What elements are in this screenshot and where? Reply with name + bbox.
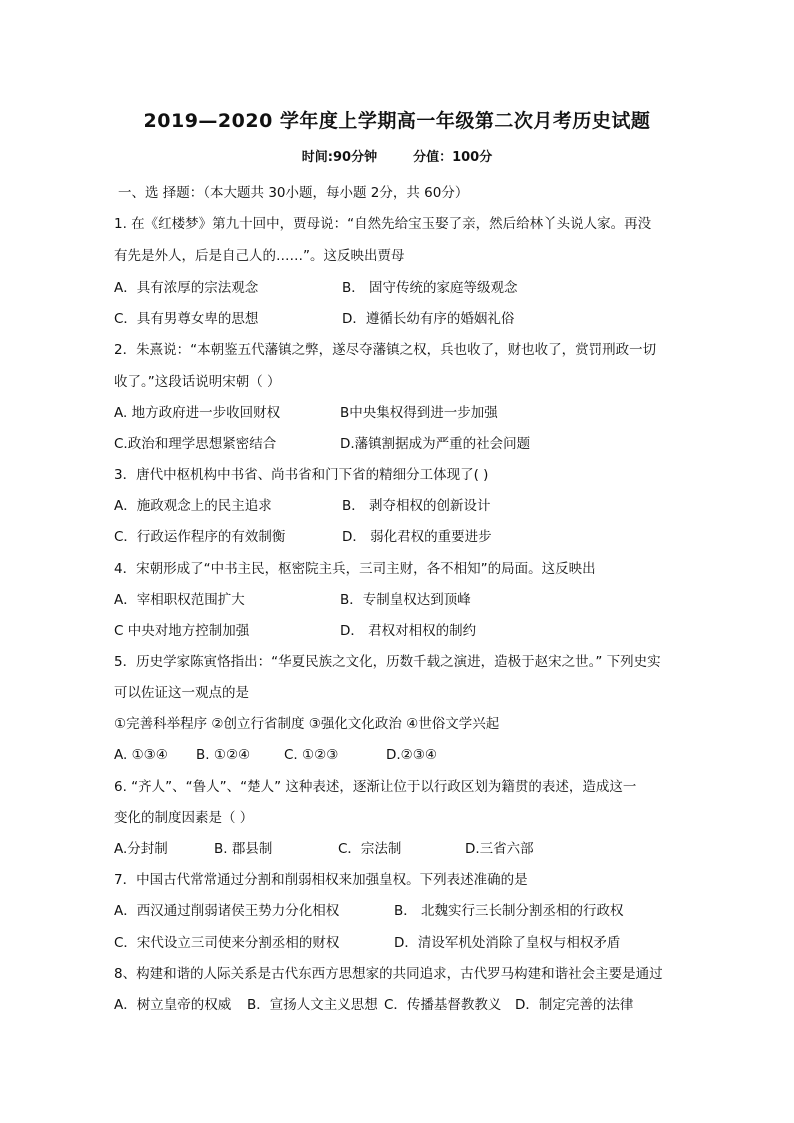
q1-option-d: D．遵循长幼有序的婚姻礼俗 [342,311,515,327]
q5-option-d: D.②③④ [386,747,437,763]
q2-option-a: A. 地方政府进一步收回财权 [114,405,281,421]
q5-stem-line2: 可以佐证这一观点的是 [114,685,249,701]
q7-option-c: C．宋代设立三司使来分割丞相的财权 [114,935,340,951]
q3-stem: 3．唐代中枢机构中书省、尚书省和门下省的精细分工体现了( ) [114,467,489,483]
q2-stem-line1: 2．朱熹说：“本朝鉴五代藩镇之弊，遂尽夺藩镇之权，兵也收了，财也收了，赏罚刑政一切 [114,342,657,358]
q3-option-d: D． 弱化君权的重要进步 [342,529,492,545]
q5-option-a: A. ①③④ [114,747,168,763]
q4-option-d: D． 君权对相权的制约 [340,623,477,639]
q8-stem: 8、构建和谐的人际关系是古代东西方思想家的共同追求，古代罗马构建和谐社会主要是通过 [114,966,663,982]
q1-option-a: A．具有浓厚的宗法观念 [114,280,259,296]
q5-items: ①完善科举程序 ②创立行省制度 ③强化文化政治 ④世俗文学兴起 [114,716,500,732]
section-heading: 一、选 择题：（本大题共 30小题，每小题 2分，共 60分） [118,185,469,201]
q5-option-c: C. ①②③ [284,747,339,763]
q4-option-c: C 中央对地方控制加强 [114,623,250,639]
q6-stem-line2: 变化的制度因素是（ ） [114,810,254,826]
q4-stem: 4．宋朝形成了“中书主民，枢密院主兵，三司主财，各不相知”的局面。这反映出 [114,561,596,577]
q2-option-c: C.政治和理学思想紧密结合 [114,436,277,452]
exam-subtitle [0,146,794,165]
exam-score: 分值：100分 [413,150,493,165]
q1-option-c: C．具有男尊女卑的思想 [114,311,259,327]
q6-option-b: B. 郡县制 [214,841,273,857]
q7-stem: 7．中国古代常常通过分割和削弱相权来加强皇权。下列表述准确的是 [114,872,528,888]
q1-stem-line1: 1. 在《红楼梦》第九十回中，贾母说：“自然先给宝玉娶了亲，然后给林丫头说人家。再没 [114,216,652,232]
q3-option-b: B． 剥夺相权的创新设计 [342,498,491,514]
q8-option-d: D．制定完善的法律 [515,997,634,1013]
q6-option-c: C．宗法制 [338,841,402,857]
q4-option-b: B．专制皇权达到顶峰 [340,592,471,608]
q3-option-c: C．行政运作程序的有效制衡 [114,529,286,545]
q6-option-a: A.分封制 [114,841,168,857]
q3-option-a: A．施政观念上的民主追求 [114,498,272,514]
q8-option-b: B．宣扬人文主义思想 [247,997,378,1013]
q5-option-b: B. ①②④ [196,747,251,763]
q6-stem-line1: 6. “齐人”、“鲁人”、“楚人” 这种表述，逐渐让位于以行政区划为籍贯的表述，造成这一 [114,779,637,795]
q7-option-b: B． 北魏实行三长制分割丞相的行政权 [394,903,624,919]
q8-option-a: A．树立皇帝的权威 [114,997,232,1013]
q2-stem-line2: 收了。”这段话说明宋朝（ ） [114,374,281,390]
q1-stem-line2: 有先是外人，后是自己人的……”。这反映出贾母 [114,248,405,264]
q5-stem-line1: 5．历史学家陈寅恪指出：“华夏民族之文化，历数千载之演进，造极于赵宋之世。” 下列史实 [114,654,661,670]
exam-title: 2019—2020 学年度上学期高一年级第二次月考历史试题 [143,110,651,132]
q8-option-c: C．传播基督教教义 [384,997,502,1013]
q2-option-b: B中央集权得到进一步加强 [340,405,498,421]
q4-option-a: A．宰相职权范围扩大 [114,592,245,608]
q7-option-a: A．西汉通过削弱诸侯王势力分化相权 [114,903,340,919]
q6-option-d: D.三省六部 [465,841,534,857]
q1-option-b: B． 固守传统的家庭等级观念 [342,280,518,296]
exam-time: 时间:90分钟 [301,150,378,165]
q7-option-d: D．清设军机处消除了皇权与相权矛盾 [394,935,621,951]
q2-option-d: D.藩镇割据成为严重的社会问题 [340,436,531,452]
